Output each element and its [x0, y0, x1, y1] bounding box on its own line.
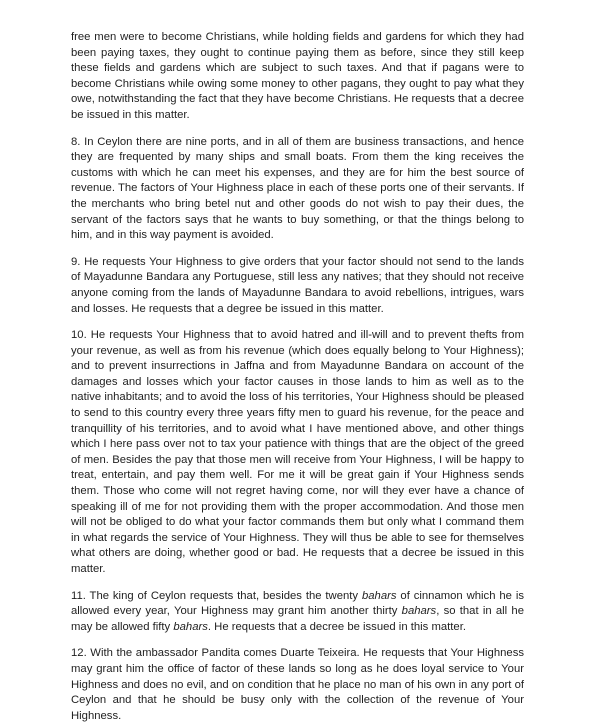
paragraph-11-text-4: . He requests that a decree be issued in this matter. — [207, 620, 466, 633]
paragraph-11-text-2: of cinnamon which he is allowed every year, Your Highness may grant him another thirty — [71, 589, 524, 618]
paragraph-9: 9. He requests Your Highness to give orders that your factor should not send to the lands of Mayadunne Bandara any Portuguese, still less any natives; that they should not receive anyone coming from the lands of Mayadunne Bandara to avoid rebellions, intrigues, wars and losses. He requests that a degree be issued in this matter. — [71, 255, 524, 315]
paragraph-12: 12. With the ambassador Pandita comes Duarte Teixeira. He requests that Your Highness may grant him the office of factor of these lands so long as he does loyal service to Your Highness and does no evil, and on condition that he place no man of his own in any port of Ceylon and that he should be busy only with the collection of the revenue of Your Highness. — [71, 647, 524, 722]
paragraph-11-text-3: , so that in all he may be allowed fifty — [71, 605, 524, 633]
bahars-term: bahars — [401, 605, 437, 618]
document-page — [71, 30, 524, 724]
paragraph-11-text-1: 11. The king of Ceylon requests that, besides the twenty — [71, 589, 362, 602]
paragraph-continued: free men were to become Christians, while holding fields and gardens for which they had been paying taxes, they ought to continue paying them as before, since they still keep these fields and gardens which are subject to such taxes. And that if pagans were to become Christians while owing some money to other pagans, they ought to pay what they owe, notwithstanding the fact that they have become Christians. He requests that a decree be issued in this matter. — [71, 31, 524, 121]
paragraph-11 — [71, 589, 524, 636]
bahars-term: bahars — [361, 589, 397, 602]
bahars-term: bahars — [173, 620, 208, 633]
paragraph-8: 8. In Ceylon there are nine ports, and in all of them are business transactions, and hence they are frequented by many ships and small boats. From them the king receives the customs with which he can meet his expenses, and they are for him the best source of revenue. The factors of Your Highness place in each of these ports one of their servants. If the merchants who bring betel nut and other goods do not wish to pay their dues, the servant of the factors says that he wants to buy something, or that the things belong to him, and in this way payment is avoided. — [71, 135, 524, 242]
paragraph-10: 10. He requests Your Highness that to avoid hatred and ill-will and to prevent thefts from your revenue, as well as from his revenue (which does equally belong to Your Highness); and to prevent insurrections in Jaffna and from Mayadunne Bandara on account of the damages and losses which your factor causes in those lands to him as well as to the native inhabitants; and to avoid the loss of his territories, Your Highness should be pleased to send to this country every three years fifty men to guard his revenue, for the peace and tranquillity of his territories, and to avoid what I have mentioned above, and other things which I here pass over not to tax your patience with things that are the object of the greed of men. Besides the pay that those men will receive from Your Highness, I will be happy to treat, entertain, and pay them well. For me it will be great gain if Your Highness sends them. Those who come will not regret having come, nor will they ever have a chance of speaking ill of me for not providing them with the proper accommodation. And those men will not be obliged to do what your factor commands them but only what I command them in what regards the service of Your Highness. They will thus be able to see for themselves what others are doing, whether good or bad. He requests that a decree be issued in this matter. — [71, 329, 524, 575]
